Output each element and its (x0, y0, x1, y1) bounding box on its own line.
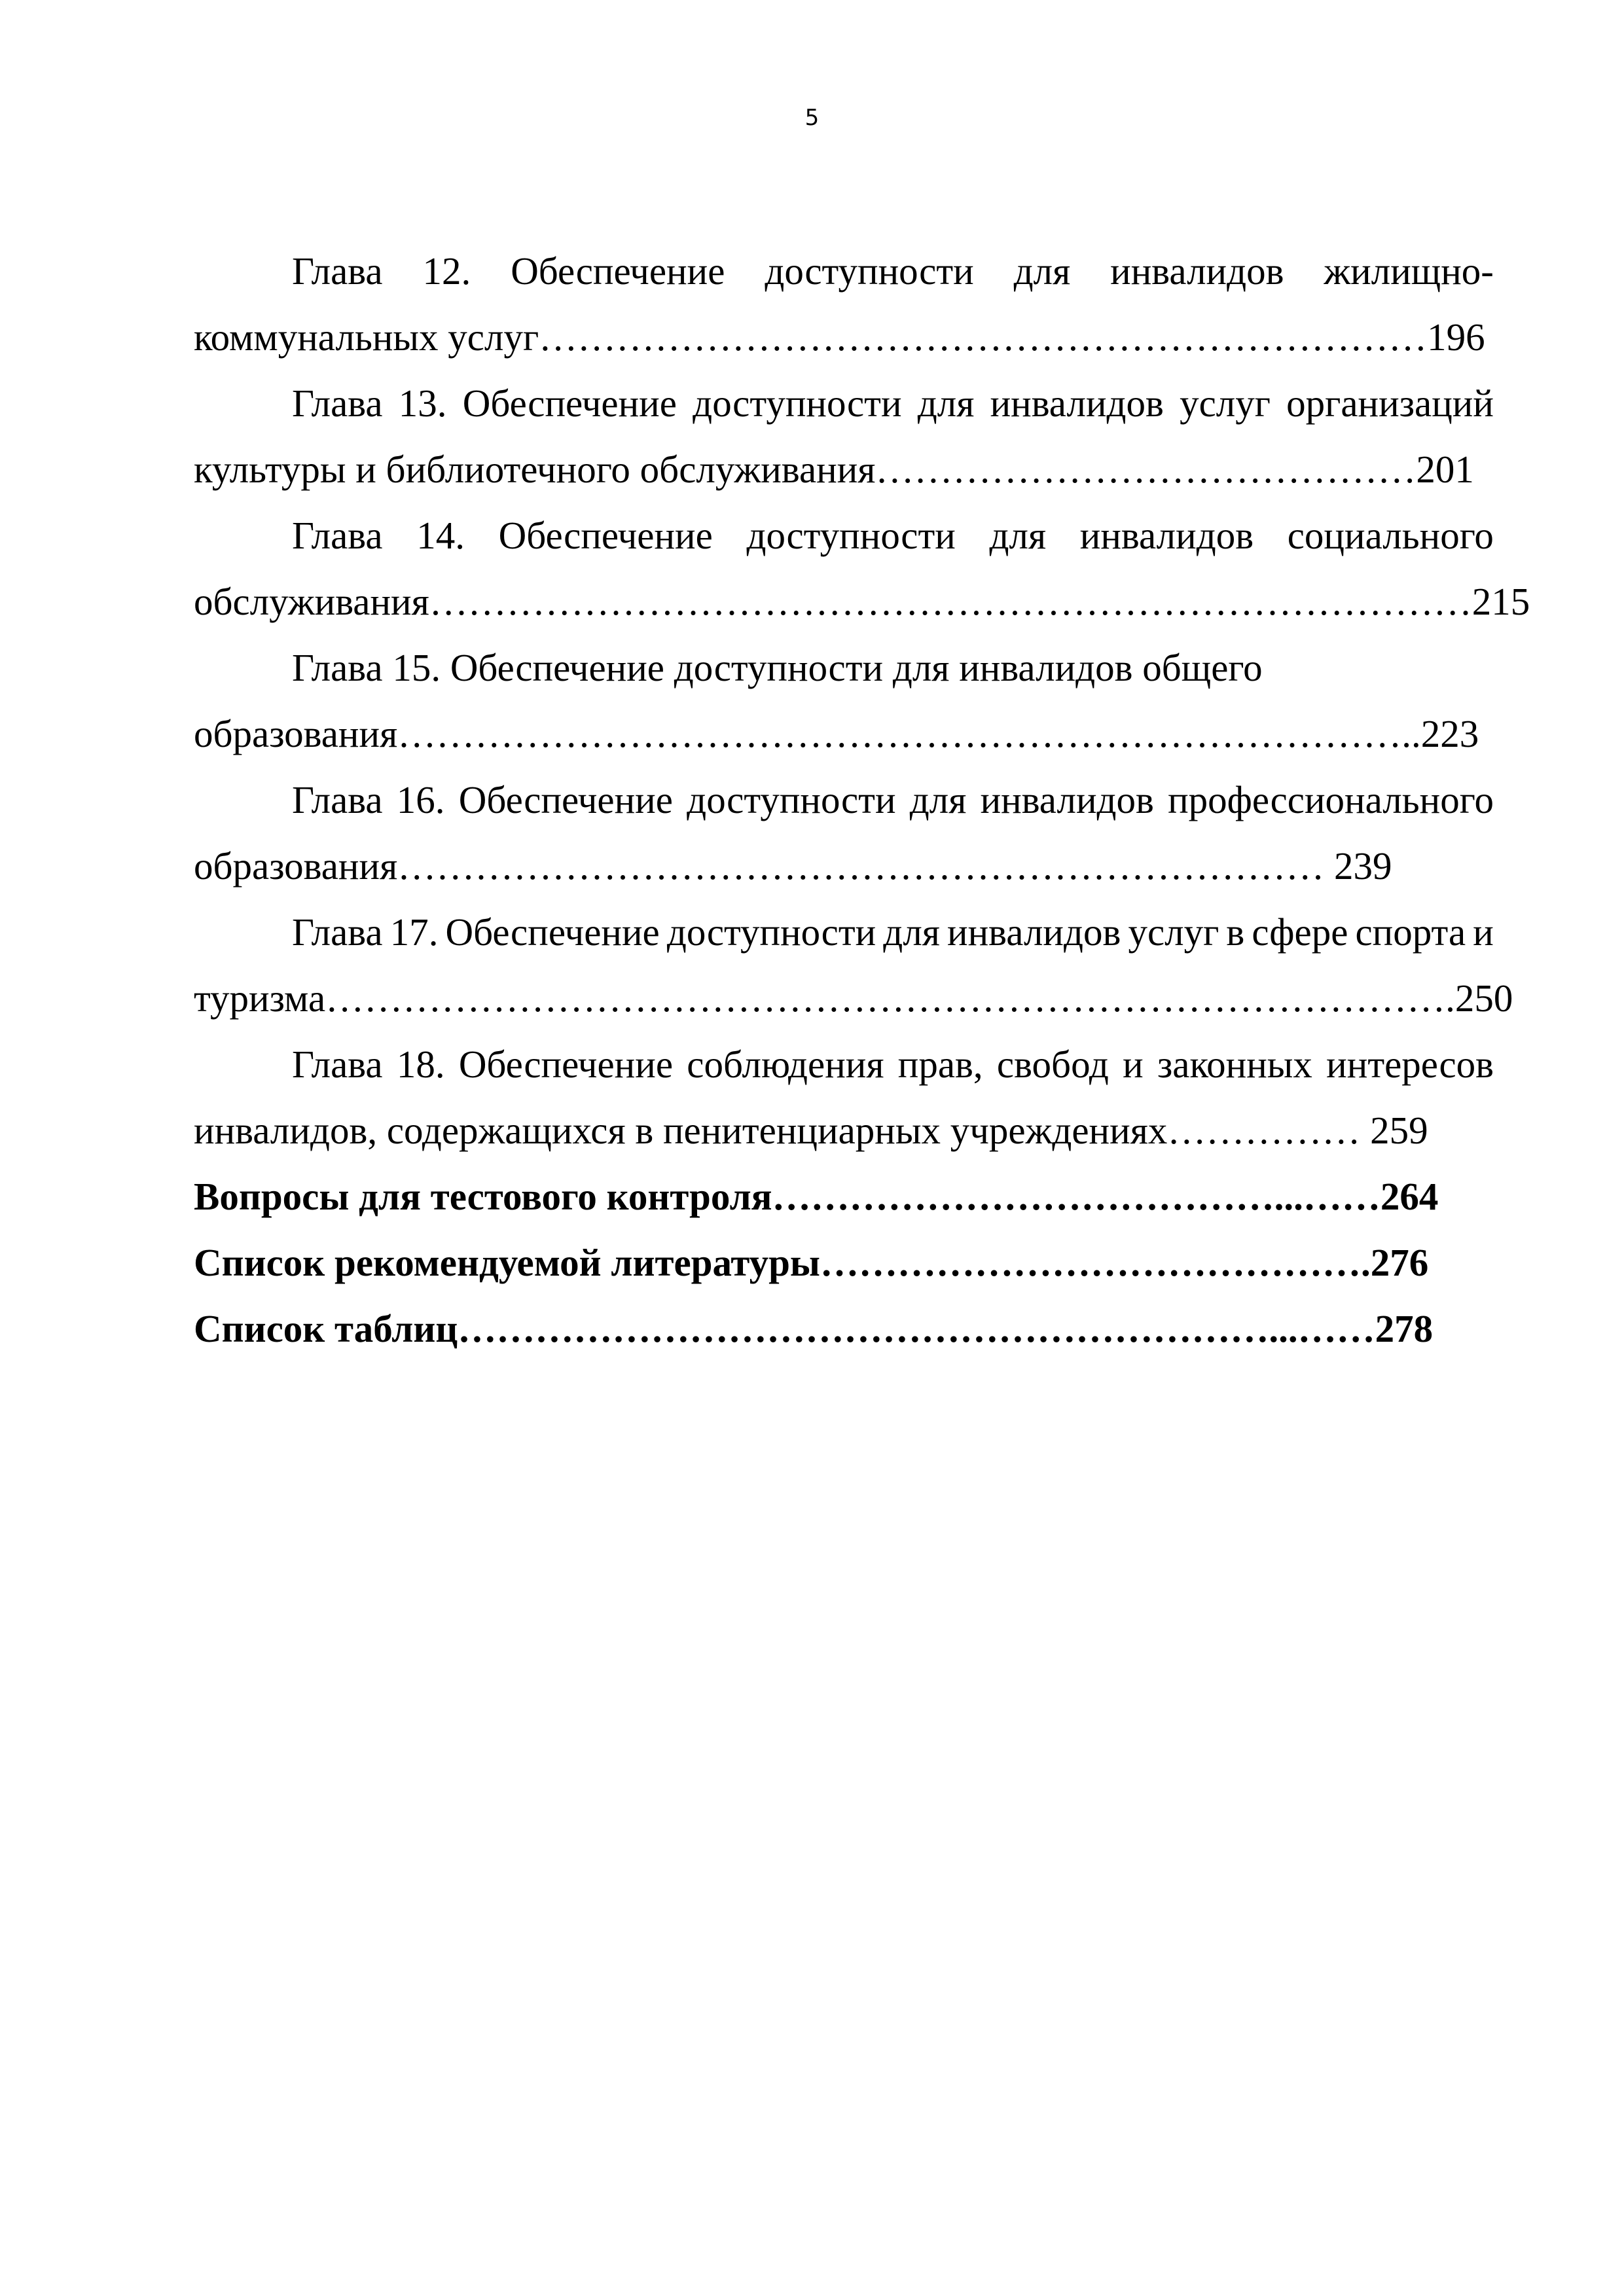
toc-word: доступности (746, 514, 956, 557)
toc-entry-ch15-continuation: образования……………………………………………………………………..223 (194, 712, 1479, 755)
toc-entry-tables: Список таблиц………………………………………………………...……278 (194, 1307, 1434, 1350)
toc-word: Обеспечение (498, 514, 713, 557)
toc-entry-ch18-continuation: инвалидов, содержащихся в пенитенциарных учреждениях…………… 259 (194, 1109, 1428, 1152)
toc-word: для (1013, 249, 1071, 293)
toc-word: инвалидов (1110, 249, 1284, 293)
toc-word: в (1226, 910, 1245, 954)
toc-word: организаций (1286, 382, 1494, 425)
toc-word: Глава (292, 382, 383, 425)
toc-word: законных (1157, 1043, 1312, 1086)
toc-word: доступности (765, 249, 974, 293)
toc-word: услуг (1128, 910, 1219, 954)
toc-word: сфере (1252, 910, 1348, 954)
toc-word: прав, (897, 1043, 983, 1086)
toc-word: услуг (1180, 382, 1271, 425)
toc-entry-ch16-heading (194, 767, 1494, 833)
page-number: 5 (804, 105, 820, 131)
toc-word: жилищно- (1324, 249, 1494, 293)
toc-word: инвалидов (990, 382, 1164, 425)
toc-entry-ch13-heading (194, 370, 1494, 437)
toc-entry-ch12-continuation: коммунальных услуг……………………………………………………………196 (194, 315, 1485, 359)
toc-word: 16. (396, 778, 445, 821)
toc-word: для (883, 910, 940, 954)
toc-word: Глава (292, 910, 383, 954)
toc-word: инвалидов (1079, 514, 1254, 557)
toc-entry-questions: Вопросы для тестового контроля…………………………………...……264 (194, 1175, 1439, 1218)
toc-word: Обеспечение (458, 778, 673, 821)
toc-word: инвалидов (980, 778, 1154, 821)
toc-entry-ch14-heading (194, 503, 1494, 569)
toc-word: и (1123, 1043, 1144, 1086)
toc-word: для (917, 382, 975, 425)
toc-entry-ch13-continuation: культуры и библиотечного обслуживания……………………………………201 (194, 448, 1474, 491)
toc-word: для (909, 778, 967, 821)
toc-word: Обеспечение (462, 382, 677, 425)
toc-entry-ch14-continuation: обслуживания………………………………………………………………………215 (194, 580, 1530, 623)
toc-word: интересов (1326, 1043, 1494, 1086)
toc-word: Глава (292, 514, 383, 557)
toc-word: профессионального (1168, 778, 1494, 821)
toc-word: спорта (1355, 910, 1466, 954)
toc-word: доступности (687, 778, 896, 821)
table-of-contents (194, 238, 1530, 1362)
toc-word: Глава (292, 778, 383, 821)
toc-entry-ch17-heading (194, 899, 1494, 965)
toc-entry-ch18-heading (194, 1031, 1494, 1098)
toc-word: 17. (389, 910, 439, 954)
toc-word: для (989, 514, 1047, 557)
toc-word: Глава (292, 249, 383, 293)
toc-entry-ch17-continuation: туризма…………………………………………………………………………….250 (194, 977, 1513, 1020)
toc-word: 14. (416, 514, 465, 557)
toc-entry-ch12-heading (194, 238, 1494, 304)
toc-word: Обеспечение (511, 249, 725, 293)
toc-entry-ch15-heading: Глава 15. Обеспечение доступности для инвалидов общего (292, 646, 1263, 689)
toc-word: доступности (693, 382, 902, 425)
toc-word: свобод (996, 1043, 1109, 1086)
toc-word: 13. (398, 382, 447, 425)
toc-word: соблюдения (687, 1043, 884, 1086)
toc-word: доступности (666, 910, 876, 954)
toc-entry-ch16-continuation: образования……………………………………………………………… 239 (194, 844, 1392, 888)
toc-word: социального (1287, 514, 1494, 557)
toc-word: 18. (396, 1043, 445, 1086)
toc-word: и (1473, 910, 1494, 954)
toc-word: Обеспечение (458, 1043, 674, 1086)
toc-entry-literature: Список рекомендуемой литературы…………………………………….276 (194, 1241, 1429, 1284)
toc-word: Глава (292, 1043, 383, 1086)
toc-word: 12. (422, 249, 471, 293)
toc-word: инвалидов (947, 910, 1121, 954)
toc-word: Обеспечение (445, 910, 660, 954)
